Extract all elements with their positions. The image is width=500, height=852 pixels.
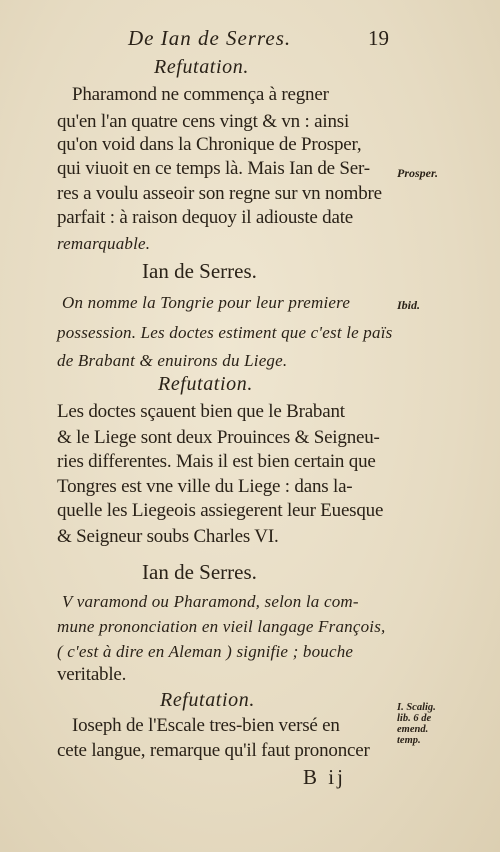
margin-note-line: I. Scalig.	[397, 702, 436, 713]
text-line: & le Liege sont deux Prouinces & Seigneu-	[57, 427, 380, 448]
margin-note-line: lib. 6 de	[397, 713, 432, 724]
text-line: res a voulu asseoir son regne sur vn nombre	[57, 183, 382, 204]
section-heading: Refutation.	[160, 689, 255, 711]
margin-note: Ibid.	[397, 298, 421, 312]
text-line: cete langue, remarque qu'il faut prononcer	[57, 740, 370, 761]
text-line: qui viuoit en ce temps là. Mais Ian de Ser-	[57, 158, 370, 179]
section-heading: Ian de Serres.	[142, 560, 257, 584]
text-line: V varamond ou Pharamond, selon la com-	[62, 592, 359, 611]
text-line: veritable.	[57, 664, 127, 685]
text-line: remarquable.	[57, 234, 151, 253]
margin-note	[397, 702, 436, 746]
text-line: On nomme la Tongrie pour leur premiere	[62, 293, 351, 312]
text-line: ( c'est à dire en Aleman ) signifie ; bouche	[57, 642, 354, 661]
text-line: mune prononciation en vieil langage François,	[57, 617, 386, 636]
text-line: Ioseph de l'Escale tres-bien versé en	[72, 715, 340, 736]
margin-note-line: temp.	[397, 735, 421, 746]
section-heading: Refutation.	[154, 56, 249, 78]
section-heading: Refutation.	[158, 373, 253, 395]
signature-mark: B ij	[303, 765, 346, 789]
text-line: ries differentes. Mais il est bien certain que	[57, 451, 376, 472]
text-line: & Seigneur soubs Charles VI.	[57, 526, 279, 547]
text-line: qu'on void dans la Chronique de Prosper,	[57, 134, 362, 155]
running-title: De Ian de Serres.	[128, 26, 292, 50]
text-line: qu'en l'an quatre cens vingt & vn : ainsi	[57, 111, 350, 132]
text-line: Pharamond ne commença à regner	[72, 84, 329, 105]
page-number: 19	[368, 26, 389, 50]
text-line: Les doctes sçauent bien que le Brabant	[57, 401, 345, 422]
section-heading: Ian de Serres.	[142, 259, 257, 283]
text-line: quelle les Liegeois assiegerent leur Euesque	[57, 500, 384, 521]
text-line: Tongres est vne ville du Liege : dans la-	[57, 476, 353, 497]
text-line: parfait : à raison dequoy il adiouste date	[57, 207, 354, 228]
margin-note-line: emend.	[397, 724, 429, 735]
text-line: possession. Les doctes estiment que c'est le païs	[57, 323, 393, 342]
margin-note: Prosper.	[397, 166, 439, 180]
text-line: de Brabant & enuirons du Liege.	[57, 351, 288, 370]
